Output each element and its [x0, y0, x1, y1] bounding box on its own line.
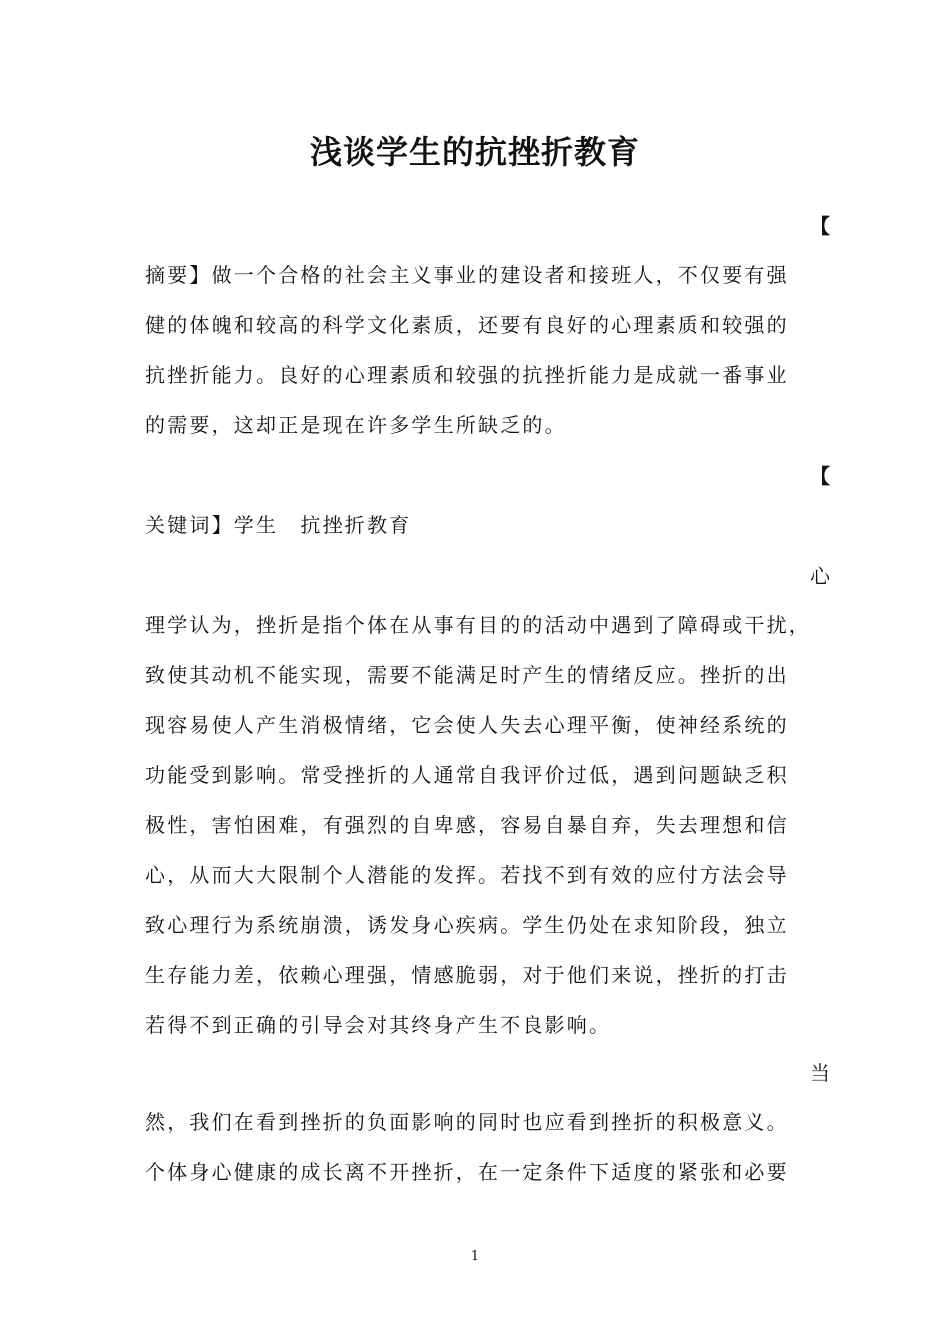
- abstract-line: 抗挫折能力。良好的心理素质和较强的抗挫折能力是成就一番事业: [145, 363, 789, 387]
- paragraph-line: 然，我们在看到挫折的负面影响的同时也应看到挫折的积极意义。: [145, 1110, 789, 1134]
- abstract-paragraph: [145, 250, 820, 450]
- abstract-bracket: 【: [810, 214, 830, 238]
- keywords-paragraph: [145, 500, 820, 550]
- paragraph1-first-char: 心: [810, 564, 830, 588]
- paragraph-line: 致使其动机不能实现，需要不能满足时产生的情绪反应。挫折的出: [145, 663, 789, 687]
- abstract-line: 摘要】做一个合格的社会主义事业的建设者和接班人，不仅要有强: [145, 263, 789, 287]
- body-paragraph-1: [145, 600, 820, 1050]
- page-number: 1: [470, 1249, 480, 1264]
- abstract-line: 健的体魄和较高的科学文化素质，还要有良好的心理素质和较强的: [145, 313, 789, 337]
- document-title: 浅谈学生的抗挫折教育: [309, 133, 640, 171]
- paragraph-line: 心，从而大大限制个人潜能的发挥。若找不到有效的应付方法会导: [145, 863, 789, 887]
- abstract-line: 的需要，这却正是现在许多学生所缺乏的。: [145, 413, 567, 437]
- paragraph2-first-char: 当: [810, 1061, 830, 1085]
- keywords-line: 关键词】学生 抗挫折教育: [145, 513, 412, 537]
- body-paragraph-2: [145, 1097, 820, 1197]
- paragraph-line: 生存能力差，依赖心理强，情感脆弱，对于他们来说，挫折的打击: [145, 963, 789, 987]
- paragraph-line: 功能受到影响。常受挫折的人通常自我评价过低，遇到问题缺乏积: [145, 763, 789, 787]
- paragraph-line: 极性，害怕困难，有强烈的自卑感，容易自暴自弃，失去理想和信: [145, 813, 789, 837]
- paragraph-line: 若得不到正确的引导会对其终身产生不良影响。: [145, 1013, 612, 1037]
- paragraph-line: 个体身心健康的成长离不开挫折，在一定条件下适度的紧张和必要: [145, 1160, 789, 1184]
- paragraph-line: 理学认为，挫折是指个体在从事有目的的活动中遇到了障碍或干扰，: [145, 613, 811, 637]
- paragraph-line: 现容易使人产生消极情绪，它会使人失去心理平衡，使神经系统的: [145, 713, 789, 737]
- paragraph-line: 致心理行为系统崩溃，诱发身心疾病。学生仍处在求知阶段，独立: [145, 913, 789, 937]
- keywords-bracket: 【: [810, 464, 830, 488]
